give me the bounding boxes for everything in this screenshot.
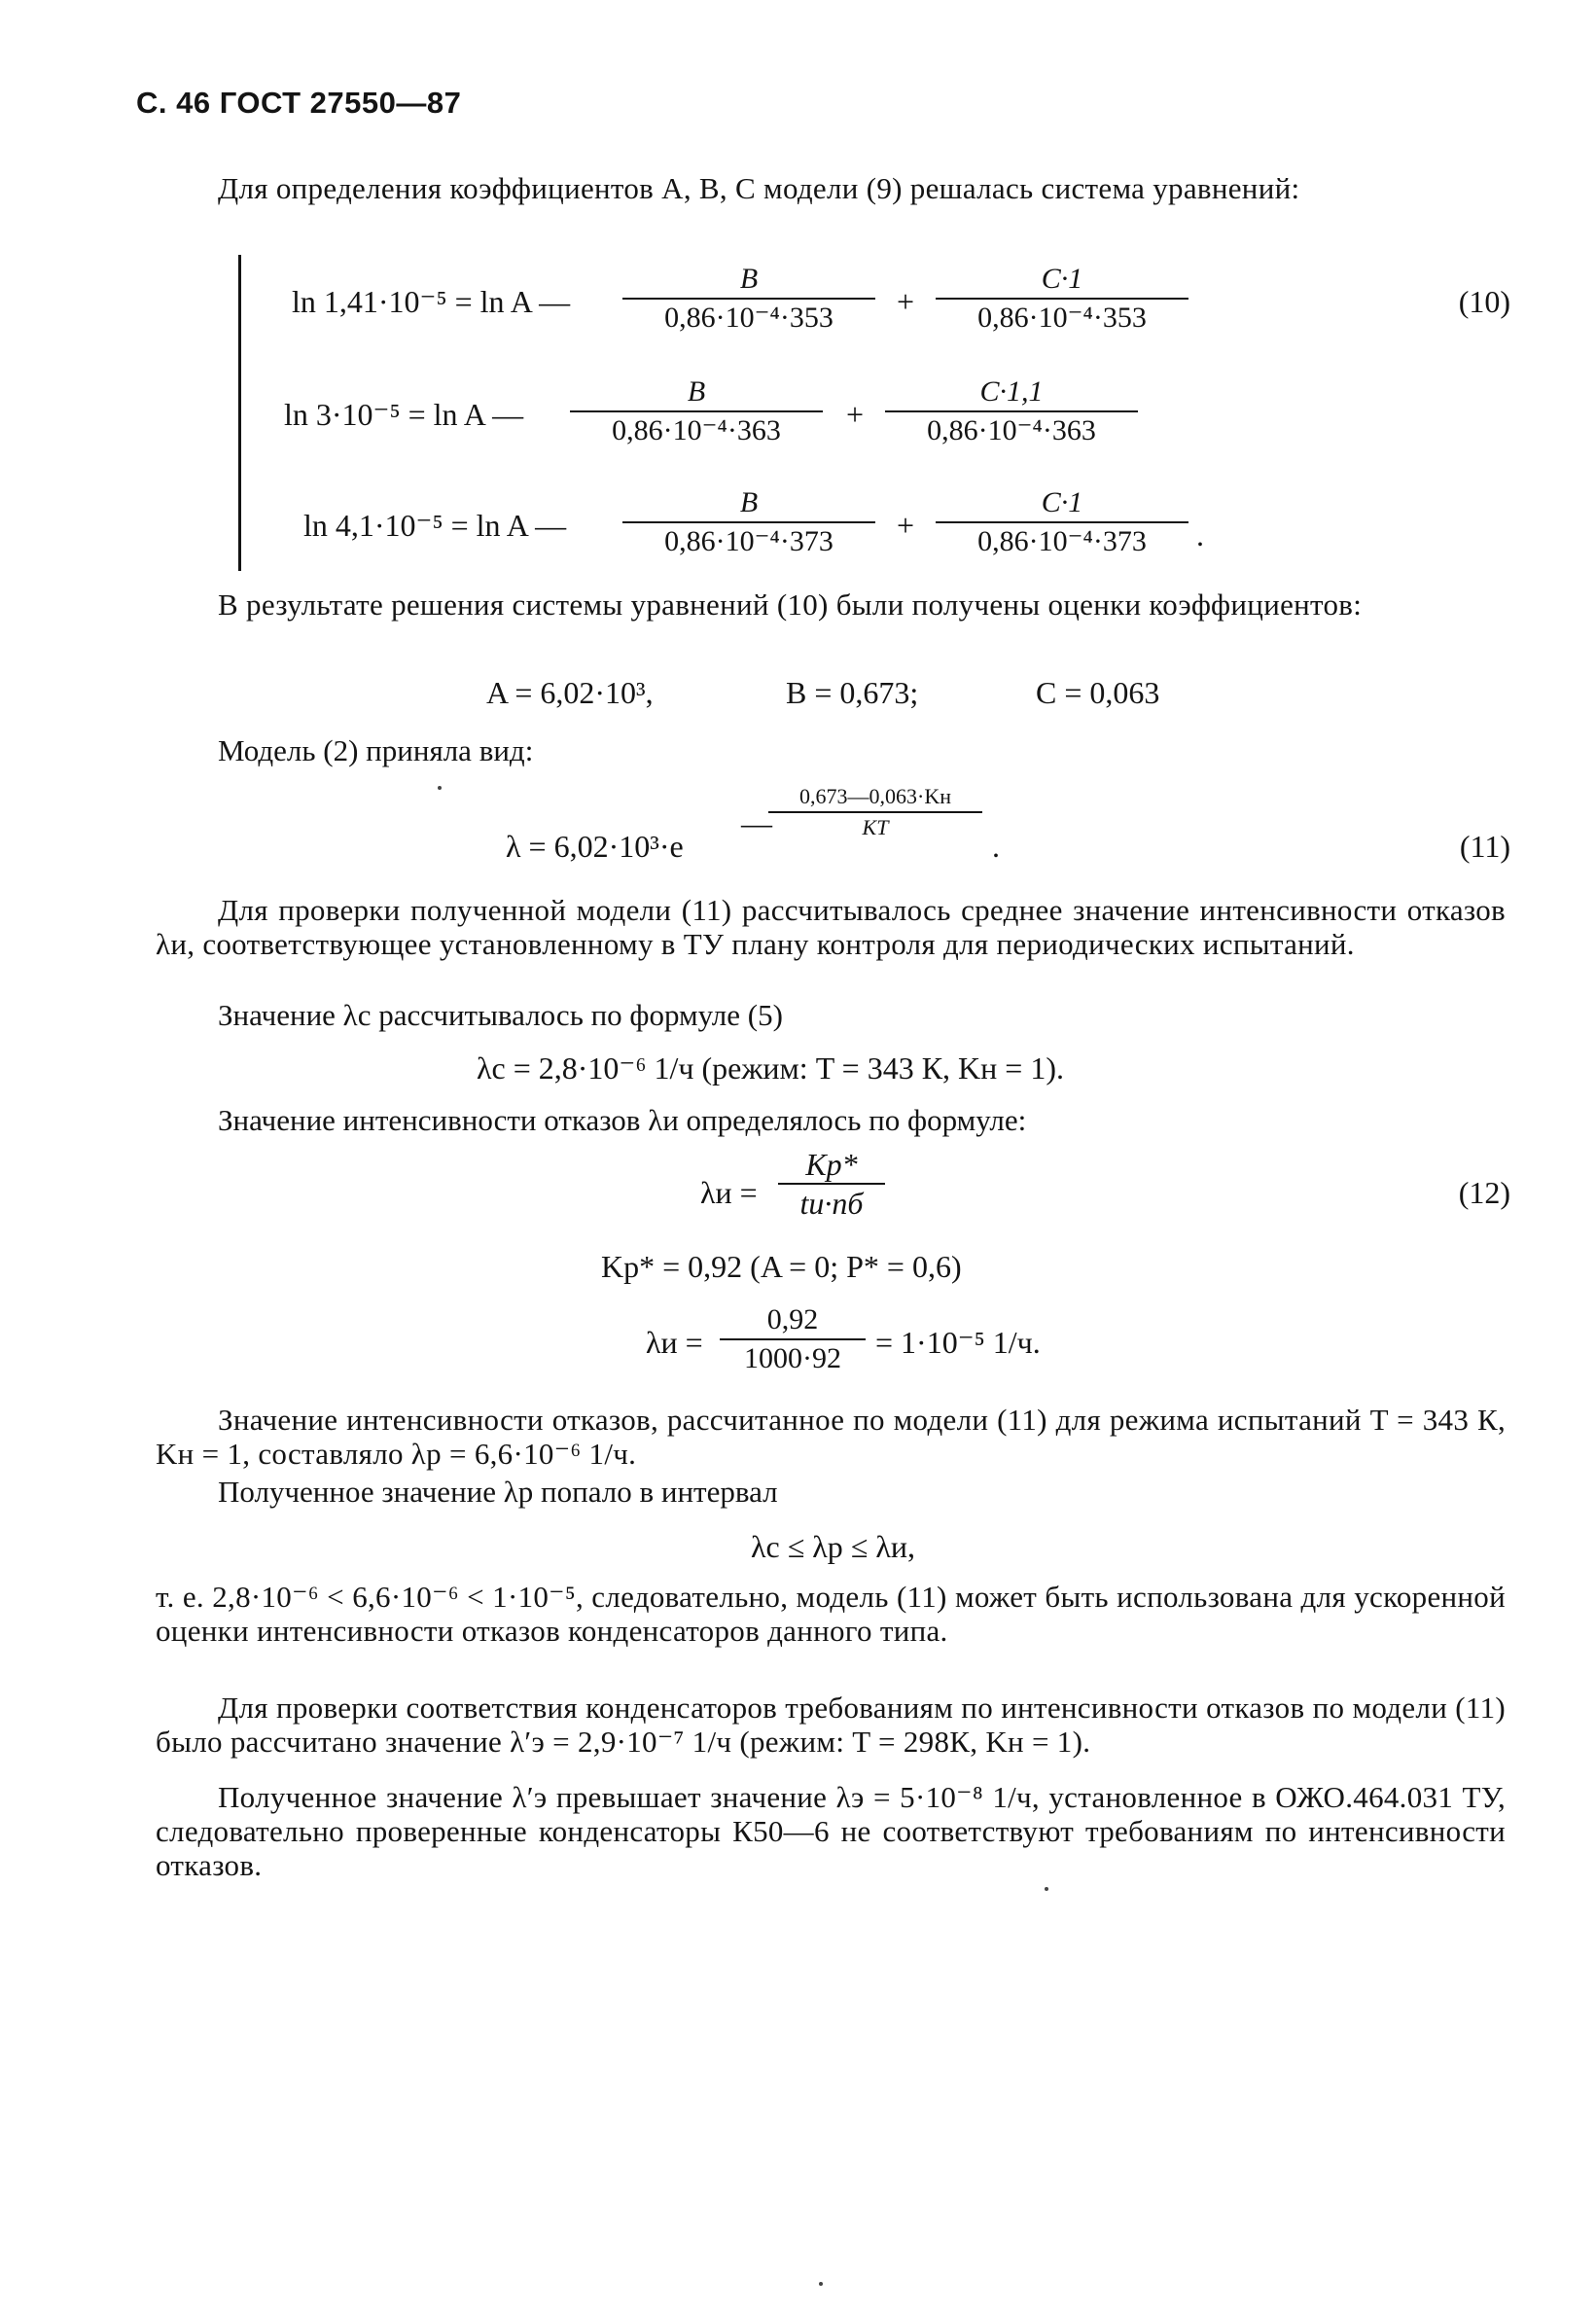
plus-sign: + [897,508,915,543]
paragraph-compliance: Для проверки соответствия конденсаторов требованиям по интенсивности отказов по модели (11) было рассчитано значение λ′э = 2,9·10⁻⁷ 1/ч (режим: T = 298К, Kн = 1). [156,1691,1506,1759]
fraction-numerator: B [570,375,823,412]
equation-number-10: (10) [1458,284,1510,319]
coeff-c: C = 0,063 [1036,675,1160,710]
system-row-2-lhs: ln 3·10⁻⁵ = ln A — [284,397,524,432]
formula-11-lhs: λ = 6,02·10³·e [506,829,684,864]
fraction-numerator: B [622,486,875,523]
scan-speck [1045,1887,1048,1891]
system-row-3-c-fraction [936,486,1188,558]
equation-number-12: (12) [1458,1175,1510,1210]
formula-12-lhs: λи = [700,1175,758,1210]
system-row-1-c-fraction [936,263,1188,335]
plus-sign: + [846,397,865,432]
fraction-numerator: C·1,1 [885,375,1138,412]
system-row-3-lhs: ln 4,1·10⁻⁵ = ln A — [303,508,567,543]
equation-number-11: (11) [1459,829,1510,864]
formula-12-fraction [778,1148,885,1220]
coeff-b: B = 0,673; [786,675,919,710]
system-row-1-b-fraction [622,263,875,335]
paragraph-lc-intro: Значение λс рассчитывалось по формуле (5) [218,998,783,1032]
fraction-denominator: 0,86·10⁻⁴·353 [664,302,833,334]
formula-kp: Kр* = 0,92 (A = 0; P* = 0,6) [601,1249,962,1284]
formula-interval: λс ≤ λр ≤ λи, [751,1529,915,1564]
paragraph-conclusion: т. е. 2,8·10⁻⁶ < 6,6·10⁻⁶ < 1·10⁻⁵, следовательно, модель (11) может быть использована для ускоренной оценки интенсивности отказов конденсаторов данного типа. [156,1580,1506,1648]
fraction-denominator: 0,86·10⁻⁴·373 [977,525,1147,557]
scan-speck [438,786,442,790]
paragraph-final: Полученное значение λ′э превышает значение λэ = 5·10⁻⁸ 1/ч, установленное в ОЖО.464.031 ТУ, следовательно проверенные конденсаторы К50—6 не соответствуют требованиям по интенсивности отказов. [156,1780,1506,1882]
fraction-denominator: 0,86·10⁻⁴·353 [977,302,1147,334]
fraction-denominator: tи·nб [799,1186,864,1221]
paragraph-check: Для проверки полученной модели (11) рассчитывалось среднее значение интенсивности отказов λи, соответствующее установленному в ТУ плану контроля для периодических испытаний. [156,893,1506,961]
paragraph-li-intro: Значение интенсивности отказов λи определялось по формуле: [218,1103,1027,1137]
system-row-2-b-fraction [570,375,823,447]
li-fraction [720,1303,866,1375]
intro-paragraph: Для определения коэффициентов А, В, С модели (9) решалась система уравнений: [218,171,1300,205]
system-row-1-lhs: ln 1,41·10⁻⁵ = ln A — [292,284,571,319]
fraction-denominator: 1000·92 [744,1342,841,1374]
fraction-numerator: C·1 [936,263,1188,300]
system-row-3-b-fraction [622,486,875,558]
formula-11-end: . [992,829,1000,864]
fraction-numerator: B [622,263,875,300]
fraction-denominator: 0,86·10⁻⁴·363 [927,414,1096,446]
paragraph-model: Модель (2) приняла вид: [218,733,534,767]
system-brace [238,255,255,571]
paragraph-lp: Значение интенсивности отказов, рассчитанное по модели (11) для режима испытаний T = 343 К, Kн = 1, составляло λр = 6,6·10⁻⁶ 1/ч. [156,1403,1506,1471]
fraction-numerator: 0,92 [720,1303,866,1340]
exponent-denominator: KT [862,815,889,839]
row-end: . [1196,517,1204,552]
coeff-a: A = 6,02·10³, [486,675,654,710]
paragraph-interval-intro: Полученное значение λр попало в интервал [218,1475,778,1509]
plus-sign: + [897,284,915,319]
fraction-denominator: 0,86·10⁻⁴·363 [612,414,781,446]
fraction-numerator: Kр* [778,1148,885,1185]
formula-lc: λс = 2,8·10⁻⁶ 1/ч (режим: T = 343 К, Kн = 1). [477,1050,1064,1086]
fraction-numerator: C·1 [936,486,1188,523]
fraction-denominator: 0,86·10⁻⁴·373 [664,525,833,557]
li-rhs: = 1·10⁻⁵ 1/ч. [875,1325,1041,1360]
paragraph-results: В результате решения системы уравнений (10) были получены оценки коэффициентов: [218,587,1363,622]
exponent-numerator: 0,673—0,063·Kн [768,784,982,813]
scan-speck [819,2282,823,2286]
exponent-fraction [768,784,982,840]
li-lhs: λи = [646,1325,703,1360]
system-row-2-c-fraction [885,375,1138,447]
exponent-minus: — [741,805,772,840]
page-header: С. 46 ГОСТ 27550—87 [136,86,462,120]
